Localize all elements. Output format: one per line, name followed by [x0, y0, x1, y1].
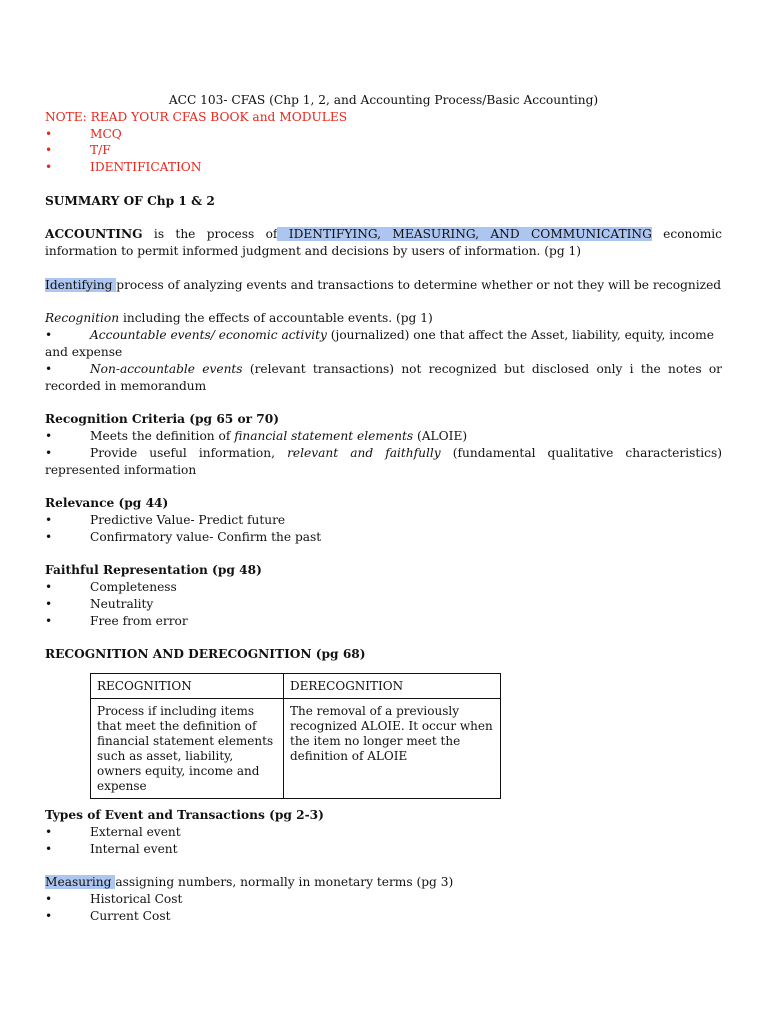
types-heading: Types of Event and Transactions (pg 2-3) — [45, 808, 324, 823]
note-bullet-text: T/F — [90, 143, 111, 158]
list-item: • Current Cost — [45, 908, 171, 923]
note-bullet — [45, 159, 722, 176]
summary-heading: SUMMARY OF Chp 1 & 2 — [45, 193, 215, 208]
recognition-definition: Recognition including the effects of accountable events. (pg 1) — [45, 311, 433, 326]
recognition-term: Recognition — [45, 311, 120, 326]
bullet-dot: • — [45, 529, 53, 544]
accounting-definition: ACCOUNTING is the process of IDENTIFYING, MEASURING, AND COMMUNICATING economic information to permit informed judgment and decisions by users of information. (pg 1) — [45, 227, 723, 259]
bullet-dot: • — [45, 580, 53, 595]
accounting-term: ACCOUNTING — [45, 227, 143, 242]
recognition-item: • Accountable events/ economic activity (journalized) one that affect the Asset, liability, equity, income and expense — [45, 328, 714, 359]
note-bullet-text: MCQ — [90, 126, 122, 141]
note-bullet-text: IDENTIFICATION — [90, 160, 202, 175]
bullet-dot: • — [45, 908, 53, 923]
list-item: • Historical Cost — [45, 892, 183, 907]
bullet-dot: • — [45, 824, 53, 839]
note-bullet — [45, 126, 722, 143]
table-header-cell: DERECOGNITION — [284, 674, 501, 699]
list-item: • Predictive Value- Predict future — [45, 512, 286, 527]
bullet-dot: • — [45, 160, 53, 175]
identifying-definition: Identifying process of analyzing events and transactions to determine whether or not they will be recognized — [45, 277, 722, 292]
list-item: • Neutrality — [45, 596, 154, 611]
table-header-cell: RECOGNITION — [91, 674, 284, 699]
bullet-dot: • — [45, 126, 53, 141]
bullet-dot: • — [45, 143, 53, 158]
list-item: • Internal event — [45, 841, 178, 856]
list-item: • Free from error — [45, 613, 188, 628]
bullet-dot: • — [45, 428, 53, 443]
recognition-item: • Non-accountable events (relevant transactions) not recognized but disclosed only i the notes or recorded in memorandum — [45, 361, 722, 393]
bullet-dot: • — [45, 841, 53, 856]
bullet-dot: • — [45, 512, 53, 527]
note-bullet — [45, 142, 722, 159]
list-item: • Confirmatory value- Confirm the past — [45, 529, 322, 544]
document-page — [45, 92, 722, 925]
criteria-heading: Recognition Criteria (pg 65 or 70) — [45, 412, 280, 427]
table-header-row — [91, 674, 501, 699]
document-title: ACC 103- CFAS (Chp 1, 2, and Accounting Process/Basic Accounting) — [168, 93, 599, 107]
relevance-heading: Relevance (pg 44) — [45, 496, 169, 511]
table-cell: Process if including items that meet the definition of financial statement elements such as asset, liability, owners equity, income and expense — [91, 699, 284, 799]
bullet-dot: • — [45, 596, 53, 611]
list-item: • External event — [45, 824, 181, 839]
recognition-table — [90, 673, 501, 799]
faithful-heading: Faithful Representation (pg 48) — [45, 563, 262, 578]
table-cell: The removal of a previously recognized ALOIE. It occur when the item no longer meet the definition of ALOIE — [284, 699, 501, 799]
highlighted-phrase: IDENTIFYING, MEASURING, AND COMMUNICATING — [277, 227, 652, 242]
bullet-dot: • — [45, 445, 53, 460]
criteria-item: • Provide useful information, relevant and faithfully (fundamental qualitative characteristics) represented information — [45, 445, 722, 477]
recog-derecog-heading: RECOGNITION AND DERECOGNITION (pg 68) — [45, 647, 366, 662]
measuring-definition: Measuring assigning numbers, normally in monetary terms (pg 3) — [45, 875, 454, 890]
measuring-term: Measuring — [45, 875, 116, 890]
identifying-term: Identifying — [45, 277, 117, 292]
bullet-dot: • — [45, 328, 53, 343]
bullet-dot: • — [45, 892, 53, 907]
table-row — [91, 699, 501, 799]
criteria-item: • Meets the definition of financial statement elements (ALOIE) — [45, 428, 468, 443]
note-line: NOTE: READ YOUR CFAS BOOK and MODULES — [45, 109, 348, 124]
bullet-dot: • — [45, 613, 53, 628]
bullet-dot: • — [45, 361, 53, 376]
list-item: • Completeness — [45, 580, 177, 595]
